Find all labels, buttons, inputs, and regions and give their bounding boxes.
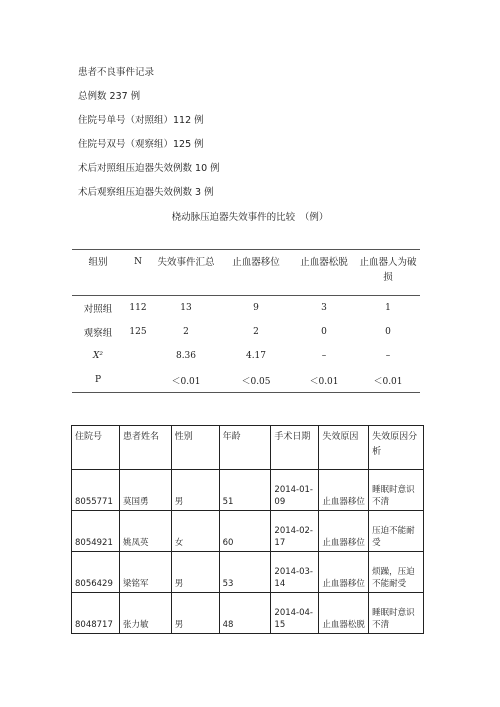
patient-name-cell: 张力敏 [119,593,171,634]
header-loosening: 止血器松脱 [292,250,356,296]
observation-count: 住院号双号（观察组）125 例 [78,139,204,150]
value-cell: – [385,351,391,361]
table-row [72,593,424,634]
surgery-date-cell: 2014-01-09 [271,470,319,511]
header-failure-reason: 失效原因 [319,426,369,470]
value-cell: ＜0.01 [152,368,220,393]
surgery-date-cell: 2014-02-17 [271,511,319,552]
comparison-header-row [72,250,420,296]
group-cell: 对照组 [83,304,113,315]
admission-no-cell: 8055771 [72,470,120,511]
header-surgery-date: 手术日期 [271,426,319,470]
value-cell: ＜0.01 [356,368,420,393]
surgery-date-cell: 2014-03-14 [271,552,319,593]
record-heading: 患者不良事件记录 [78,67,155,78]
records-header-row [72,426,424,470]
failure-reason-cell: 止血器移位 [319,552,369,593]
table-row [72,320,420,344]
surgery-date-cell: 2014-04-15 [271,593,319,634]
total-count: 总例数 237 例 [78,91,141,102]
age-cell: 53 [219,552,271,593]
header-sex: 性别 [171,426,219,470]
value-cell: 4.17 [245,351,267,361]
header-failure-analysis: 失效原因分析 [369,426,424,470]
header-patient-name: 患者姓名 [119,426,171,470]
control-failure-count: 术后对照组压迫器失效例数 10 例 [78,163,220,174]
value-cell: – [321,351,327,361]
patient-name-cell: 莫国勇 [119,470,171,511]
header-damage: 止血器人为破损 [356,250,420,296]
control-count: 住院号单号（对照组）112 例 [78,115,204,126]
value-cell: 2 [183,327,189,337]
age-cell: 60 [219,511,271,552]
age-cell: 51 [219,470,271,511]
comparison-table [72,249,420,393]
value-cell: 0 [385,327,391,337]
n-cell [124,344,152,368]
table-row [72,470,424,511]
header-displacement: 止血器移位 [220,250,292,296]
failure-analysis-cell: 睡眠时意识不清 [369,593,424,634]
sex-cell: 女 [171,511,219,552]
value-cell: 2 [253,327,259,337]
failure-reason-cell: 止血器松脱 [319,593,369,634]
n-cell [124,368,152,393]
value-cell: 13 [180,303,192,313]
table-row [72,296,420,321]
stat-label-cell: P [72,368,124,393]
admission-no-cell: 8056429 [72,552,120,593]
failure-analysis-cell: 睡眠时意识不清 [369,470,424,511]
header-group: 组别 [72,250,124,296]
failure-reason-cell: 止血器移位 [319,470,369,511]
failure-analysis-cell: 烦躁，压迫不能耐受 [369,552,424,593]
sex-cell: 男 [171,470,219,511]
value-cell: 1 [385,303,391,313]
patient-name-cell: 姚凤英 [119,511,171,552]
header-n: N [124,250,152,296]
value-cell: 9 [253,303,259,313]
stat-label-cell: X² [92,351,103,361]
table-caption: 桡动脉压迫器失效事件的比较 （例） [171,212,329,223]
n-cell: 112 [129,303,147,313]
table-row [72,552,424,593]
value-cell: ＜0.01 [292,368,356,393]
admission-no-cell: 8054921 [72,511,120,552]
patient-name-cell: 梁铭军 [119,552,171,593]
sex-cell: 男 [171,593,219,634]
header-admission-no: 住院号 [72,426,120,470]
table-row [72,368,420,393]
admission-no-cell: 8048717 [72,593,120,634]
table-row [72,511,424,552]
group-cell: 观察组 [83,328,113,339]
value-cell: ＜0.05 [220,368,292,393]
value-cell: 3 [321,303,327,313]
header-age: 年龄 [219,426,271,470]
failure-analysis-cell: 压迫不能耐受 [369,511,424,552]
records-table [71,425,424,634]
header-total-failure: 失效事件汇总 [152,250,220,296]
sex-cell: 男 [171,552,219,593]
table-row [72,344,420,368]
failure-reason-cell: 止血器移位 [319,511,369,552]
n-cell: 125 [129,327,147,337]
observation-failure-count: 术后观察组压迫器失效例数 3 例 [78,187,214,198]
age-cell: 48 [219,593,271,634]
value-cell: 0 [321,327,327,337]
value-cell: 8.36 [175,351,197,361]
